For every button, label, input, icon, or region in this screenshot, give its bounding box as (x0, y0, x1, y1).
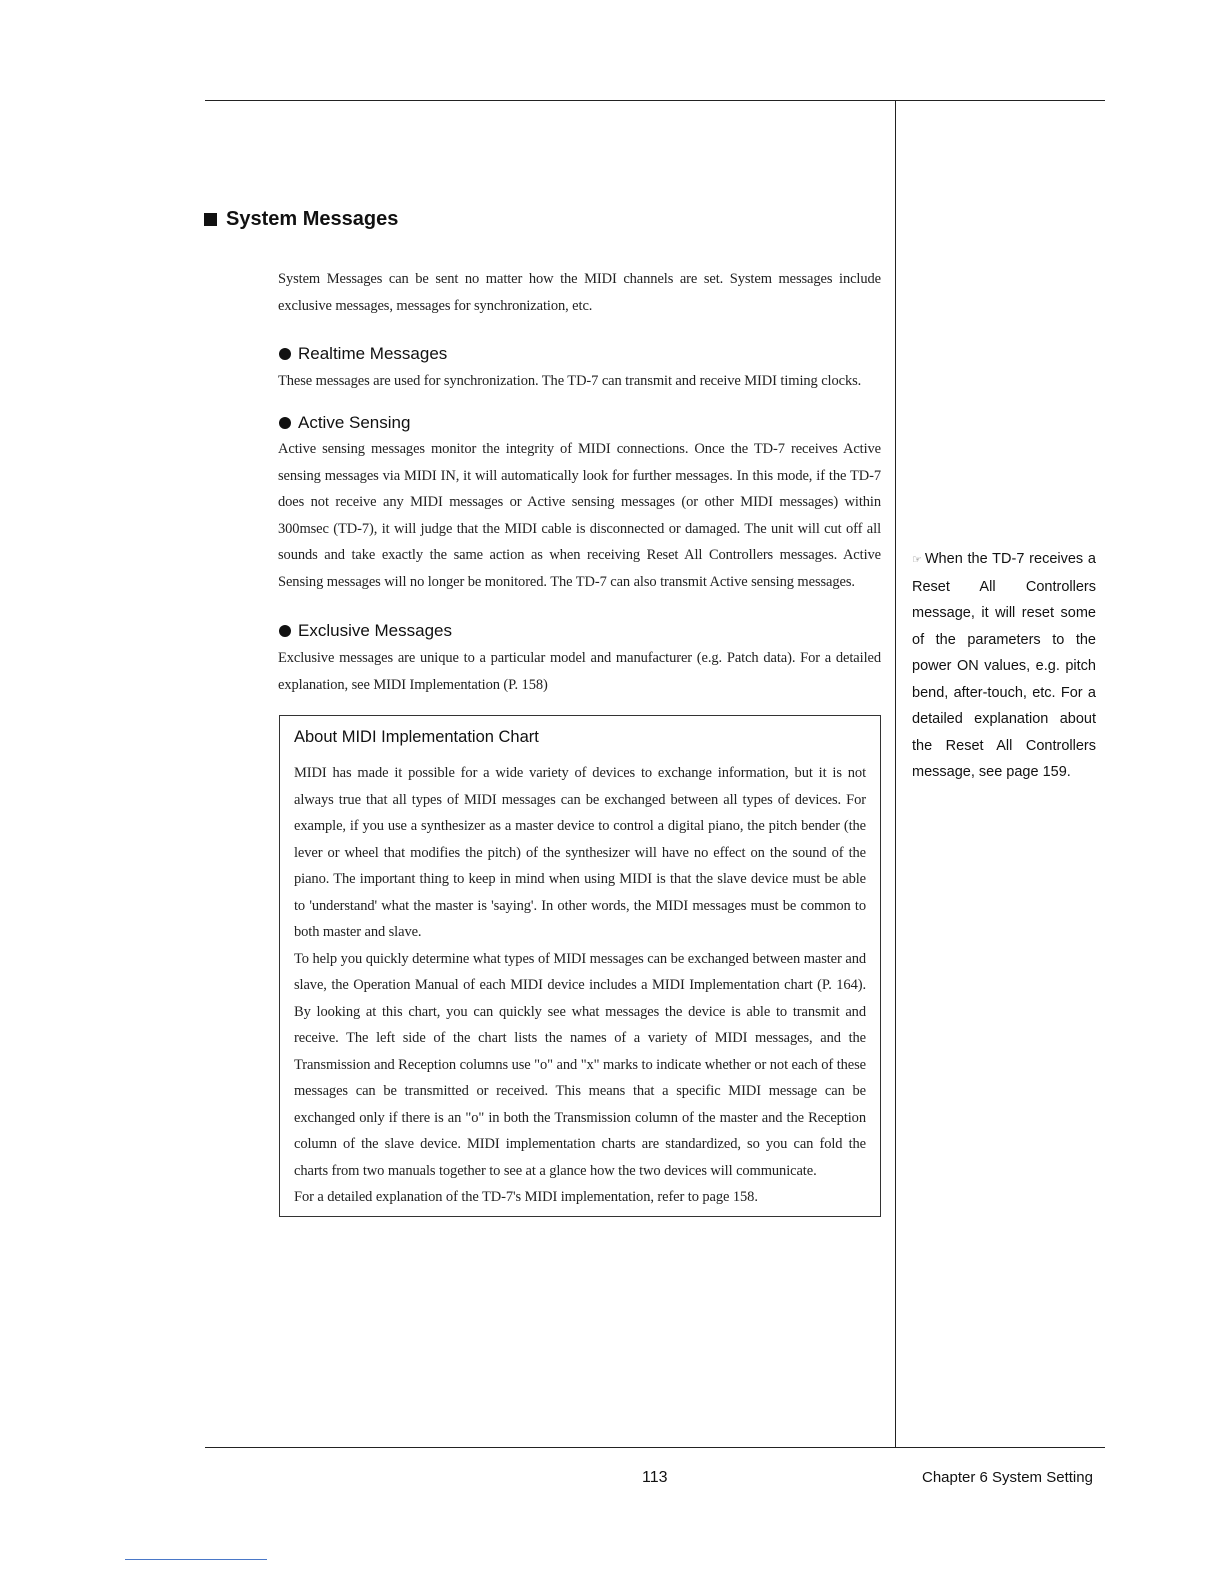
exclusive-paragraph: Exclusive messages are unique to a particular model and manufacturer (e.g. Patch data). For a detailed explanation, see MIDI Implementation (P. 158) (278, 650, 881, 693)
scan-edge-line (125, 1559, 267, 1560)
about-paragraph-2: To help you quickly determine what types of MIDI messages can be exchanged between master and slave, the Operation Manual of each MIDI device includes a MIDI Implementation chart (P. 164). By looking at this chart, you can quickly see what messages the device is able to transmit and receive. The left side of the chart lists the names of a variety of MIDI messages, and the Transmission and Reception columns use "o" and "x" marks to indicate whether or not each of these messages can be transmitted or received. This means that a specific MIDI message can be exchanged only if there is an "o" in both the Transmission column of the master and the Reception column of the slave device. MIDI implementation charts are standardized, so you can fold the charts from two manuals together to see at a glance how the two devices will communicate. (294, 950, 866, 1179)
black-square-icon (204, 213, 217, 226)
about-paragraph-3: For a detailed explanation of the TD-7's MIDI implementation, refer to page 158. (294, 1189, 758, 1205)
about-midi-chart-box (279, 715, 881, 1217)
bullet-dot-icon (279, 417, 291, 429)
active-sensing-heading-text: Active Sensing (298, 413, 411, 432)
margin-column-rule (895, 100, 896, 1447)
page-number: 113 (642, 1469, 668, 1486)
about-box-title: About MIDI Implementation Chart (294, 728, 539, 746)
realtime-paragraph: These messages are used for synchronization. The TD-7 can transmit and receive MIDI timing clocks. (278, 373, 862, 389)
realtime-heading-text: Realtime Messages (298, 344, 448, 363)
footer-rule (205, 1447, 1105, 1448)
intro-paragraph: System Messages can be sent no matter how the MIDI channels are set. System messages include exclusive messages, messages for synchronization, etc. (278, 271, 881, 314)
active-sensing-paragraph: Active sensing messages monitor the integrity of MIDI connections. Once the TD-7 receives Active sensing messages via MIDI IN, it will automatically look for further messages. In this mode, if the TD-7 does not receive any MIDI messages or Active sensing messages (or other MIDI messages) within 300msec (TD-7), it will judge that the MIDI cable is disconnected or damaged. The unit will cut off all sounds and take exactly the same action as when receiving Reset All Controllers messages. Active Sensing messages will no longer be monitored. The TD-7 can also transmit Active sensing messages. (278, 441, 881, 590)
section-title-text: System Messages (226, 208, 399, 230)
chapter-label: Chapter 6 System Setting (922, 1469, 1093, 1486)
realtime-heading (279, 344, 447, 364)
side-note-text: When the TD-7 receives a Reset All Controllers message, it will reset some of the parameters to the power ON values, e.g. pitch bend, after-touch, etc. For a detailed explanation about the Reset All Controllers message, see page 159. (912, 551, 1096, 780)
bullet-dot-icon (279, 625, 291, 637)
header-rule (205, 100, 1105, 101)
note-marker-icon: ☞ (912, 554, 922, 566)
side-note (912, 546, 1096, 786)
active-sensing-heading (279, 413, 410, 433)
about-paragraph-1: MIDI has made it possible for a wide variety of devices to exchange information, but it is not always true that all types of MIDI messages can be exchanged between all types of devices. For example, if you use a synthesizer as a master device to control a digital piano, the pitch bender (the lever or wheel that modifies the pitch) of the synthesizer will have no effect on the sound of the piano. The important thing to keep in mind when using MIDI is that the slave device must be able to 'understand' what the master is 'saying'. In other words, the MIDI messages must be common to both master and slave. (294, 765, 866, 940)
section-title (204, 208, 398, 231)
exclusive-heading (279, 621, 452, 641)
exclusive-heading-text: Exclusive Messages (298, 621, 453, 640)
bullet-dot-icon (279, 348, 291, 360)
about-box-body (294, 760, 866, 1211)
